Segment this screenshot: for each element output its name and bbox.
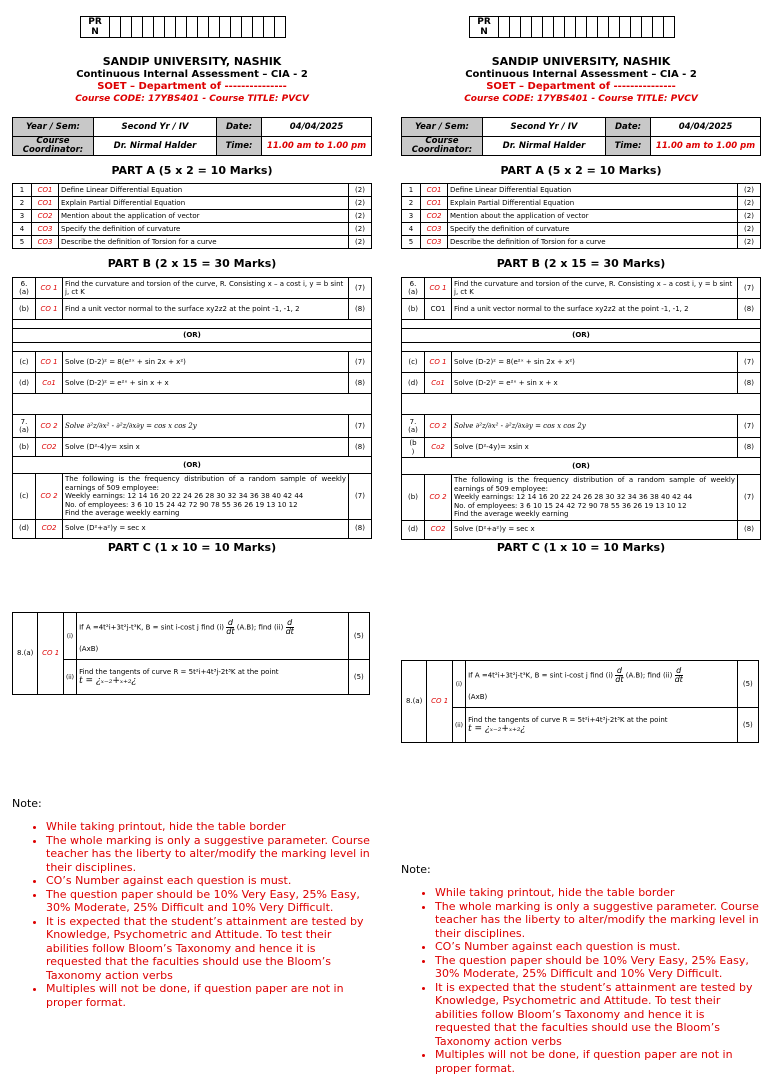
note-item: • The question paper should be 10% Very Easy, 25% Easy, 30% Moderate, 25% Difficult and 10% Very Difficult. bbox=[435, 954, 761, 981]
note-item: • The whole marking is only a suggestive parameter. Course teacher has the liberty to alter/modify the marking level in their disciplines. bbox=[46, 834, 372, 875]
table-row: 4 CO3 Specify the definition of curvature (2) bbox=[13, 223, 372, 236]
q8-part-i: If A =4t²i+3t²j-t³K, B = sint i-cost j find (i) $\frac{d}{dt}$ (A.B); find (ii) $\frac{d}{dt}$ (AxB) bbox=[466, 661, 738, 708]
coordinator-value: Dr. Nirmal Halder bbox=[94, 137, 217, 156]
notes bbox=[12, 797, 372, 1009]
table-row: 6. (a) CO 1 Find the curvature and torsion of the curve, R. Consisting x – a cost i, y = b sint j, ct K (7) bbox=[13, 278, 372, 299]
q8-part-i: If A =4t²i+3t²j-t³K, B = sint i-cost j find (i) $\frac{d}{dt}$ (A.B); find (ii) $\frac{d}{dt}$ (AxB) bbox=[77, 613, 349, 660]
part-a-title: PART A (5 x 2 = 10 Marks) bbox=[111, 164, 273, 177]
date-label: Date: bbox=[217, 118, 262, 137]
coordinator-value: Dr. Nirmal Halder bbox=[483, 137, 606, 156]
university-name: SANDIP UNIVERSITY, NASHIK bbox=[102, 55, 282, 68]
note-item: • Multiples will not be done, if question paper are not in proper format. bbox=[435, 1048, 761, 1075]
note-item: • CO’s Number against each question is must. bbox=[435, 940, 761, 954]
or-separator: (OR) bbox=[13, 457, 372, 474]
part-c-table: 8.(a) CO 1 (i) If A =4t²i+3t²j-t³K, B = sint i-cost j find (i) $\frac{d}{dt}$ (A.B); find (ii) $\frac{d}{dt}$ (AxB) (5) (ii) Find the tangents of curve R = 5t²i+4t³j-2t³K at the point t = ¿ₓ₋₂+ₓ₊₂¿ (5) bbox=[12, 612, 370, 695]
or-separator: (OR) bbox=[402, 329, 761, 343]
part-c-table: 8.(a) CO 1 (i) If A =4t²i+3t²j-t³K, B = sint i-cost j find (i) $\frac{d}{dt}$ (A.B); find (ii) $\frac{d}{dt}$ (AxB) (5) (ii) Find the tangents of curve R = 5t²i+4t³j-2t³K at the point t = ¿ₓ₋₂+ₓ₊₂¿ (5) bbox=[401, 660, 759, 743]
table-row: (b) CO2 Solve (D²-4)y= xsin x (8) bbox=[13, 438, 372, 457]
note-title: Note: bbox=[401, 863, 431, 876]
table-row: (d) CO2 Solve (D²+a²)y = sec x (8) bbox=[13, 519, 372, 538]
q8-number: 8.(a) bbox=[13, 613, 38, 695]
table-row: 5 CO3 Describe the definition of Torsion for a curve (2) bbox=[13, 236, 372, 249]
part-c-title: PART C (1 x 10 = 10 Marks) bbox=[496, 541, 666, 554]
table-row: 5 CO3 Describe the definition of Torsion for a curve (2) bbox=[402, 236, 761, 249]
table-row: 2 CO1 Explain Partial Differential Equation (2) bbox=[13, 197, 372, 210]
note-item: • CO’s Number against each question is must. bbox=[46, 874, 372, 888]
time-label: Time: bbox=[606, 137, 651, 156]
table-row: (c) CO 1 Solve (D-2)² = 8(e²ˣ + sin 2x + x²) (7) bbox=[402, 352, 761, 373]
time-value: 11.00 am to 1.00 pm bbox=[651, 137, 761, 156]
table-row: (b ) Co2 Solve (D²-4y)= xsin x (8) bbox=[402, 438, 761, 458]
part-c-title: PART C (1 x 10 = 10 Marks) bbox=[107, 541, 277, 554]
or-separator: (OR) bbox=[13, 329, 372, 343]
note-title: Note: bbox=[12, 797, 42, 810]
year-value: Second Yr / IV bbox=[94, 118, 217, 137]
note-list bbox=[401, 886, 761, 1075]
date-value: 04/04/2025 bbox=[262, 118, 372, 137]
table-row: (b) CO1 Find a unit vector normal to the surface xy2z2 at the point -1, -1, 2 (8) bbox=[402, 299, 761, 320]
note-item: • It is expected that the student’s attainment are tested by Knowledge, Psychometric and Attitude. To test their abilities follow Bloom’s Taxonomy and hence it is requested that the faculties should use the Bloom’s Taxonomy action verbs bbox=[46, 915, 372, 983]
prn-box bbox=[80, 16, 286, 38]
note-list bbox=[12, 820, 372, 1009]
assessment-name: Continuous Internal Assessment – CIA - 2 bbox=[465, 69, 697, 80]
table-row: 6. (a) CO 1 Find the curvature and torsion of the curve, R. Consisting x – a cost i, y = b sint j, ct K (7) bbox=[402, 278, 761, 299]
q8-co: CO 1 bbox=[427, 661, 452, 743]
course-code: Course CODE: 17YBS401 - Course TITLE: PVCV bbox=[75, 94, 309, 104]
university-name: SANDIP UNIVERSITY, NASHIK bbox=[491, 55, 671, 68]
coordinator-label: Course Coordinator: bbox=[402, 137, 483, 156]
table-row: (d) Co1 Solve (D-2)² = e²ˣ + sin x + x (8) bbox=[13, 373, 372, 394]
part-b-title: PART B (2 x 15 = 30 Marks) bbox=[107, 257, 277, 270]
note-item: • The question paper should be 10% Very Easy, 25% Easy, 30% Moderate, 25% Difficult and 10% Very Difficult. bbox=[46, 888, 372, 915]
part-b-table bbox=[12, 277, 372, 539]
table-row: (b) CO 1 Find a unit vector normal to the surface xy2z2 at the point -1, -1, 2 (8) bbox=[13, 299, 372, 320]
table-row: (c) CO 2 The following is the frequency distribution of a random sample of weekly earnings of 509 employee: Weekly earnings: 12 14 16 20 22 24 26 28 30 32 34 36 38 40 42 44 No. of employees: 3 6 10 15 24 42 72 90 78 55 36 26 19 13 10 12 Find the average weekly earning (7) bbox=[13, 474, 372, 520]
assessment-name: Continuous Internal Assessment – CIA - 2 bbox=[76, 69, 308, 80]
note-item: • While taking printout, hide the table border bbox=[46, 820, 372, 834]
q8-part-ii: Find the tangents of curve R = 5t²i+4t³j-2t³K at the point t = ¿ₓ₋₂+ₓ₊₂¿ bbox=[77, 660, 349, 695]
notes bbox=[401, 863, 761, 1075]
info-table bbox=[401, 117, 761, 156]
year-value: Second Yr / IV bbox=[483, 118, 606, 137]
year-label: Year / Sem: bbox=[13, 118, 94, 137]
department: SOET – Department of --------------- bbox=[97, 81, 287, 92]
table-row: 7. (a) CO 2 Solve ∂²z/∂x² - ∂²z/∂x∂y = cos x cos 2y (7) bbox=[402, 415, 761, 438]
time-value: 11.00 am to 1.00 pm bbox=[262, 137, 372, 156]
date-value: 04/04/2025 bbox=[651, 118, 761, 137]
paper-header bbox=[401, 55, 761, 105]
q8-part-ii: Find the tangents of curve R = 5t²i+4t³j-2t³K at the point t = ¿ₓ₋₂+ₓ₊₂¿ bbox=[466, 708, 738, 743]
part-a-title: PART A (5 x 2 = 10 Marks) bbox=[500, 164, 662, 177]
table-row: (c) CO 1 Solve (D-2)² = 8(e²ˣ + sin 2x + x²) (7) bbox=[13, 352, 372, 373]
table-row: 2 CO1 Explain Partial Differential Equation (2) bbox=[402, 197, 761, 210]
course-code: Course CODE: 17YBS401 - Course TITLE: PVCV bbox=[464, 94, 698, 104]
note-item: • While taking printout, hide the table border bbox=[435, 886, 761, 900]
prn-label: PR N bbox=[81, 17, 110, 38]
table-row: (d) Co1 Solve (D-2)² = e²ˣ + sin x + x (8) bbox=[402, 373, 761, 394]
table-row: 7. (a) CO 2 Solve ∂²z/∂x² - ∂²z/∂x∂y = cos x cos 2y (7) bbox=[13, 415, 372, 438]
note-item: • The whole marking is only a suggestive parameter. Course teacher has the liberty to alter/modify the marking level in their disciplines. bbox=[435, 900, 761, 941]
table-row: 3 CO2 Mention about the application of vector (2) bbox=[13, 210, 372, 223]
table-row: (d) CO2 Solve (D²+a²)y = sec x (8) bbox=[402, 520, 761, 539]
table-row: (b) CO 2 The following is the frequency distribution of a random sample of weekly earnings of 509 employee: Weekly earnings: 12 14 16 20 22 24 26 28 30 32 34 36 38 40 42 44 No. of employees: 3 6 10 15 24 42 72 90 78 55 36 26 19 13 10 12 Find the average weekly earning (7) bbox=[402, 475, 761, 521]
coordinator-label: Course Coordinator: bbox=[13, 137, 94, 156]
time-label: Time: bbox=[217, 137, 262, 156]
date-label: Date: bbox=[606, 118, 651, 137]
table-row: 4 CO3 Specify the definition of curvature (2) bbox=[402, 223, 761, 236]
department: SOET – Department of --------------- bbox=[486, 81, 676, 92]
table-row: 1 CO1 Define Linear Differential Equation (2) bbox=[13, 184, 372, 197]
note-item: • It is expected that the student’s attainment are tested by Knowledge, Psychometric and Attitude. To test their abilities follow Bloom’s Taxonomy and hence it is requested that the faculties should use the Bloom’s Taxonomy action verbs bbox=[435, 981, 761, 1049]
table-row: 1 CO1 Define Linear Differential Equation (2) bbox=[402, 184, 761, 197]
table-row: 3 CO2 Mention about the application of vector (2) bbox=[402, 210, 761, 223]
q8-number: 8.(a) bbox=[402, 661, 427, 743]
prn-box bbox=[469, 16, 675, 38]
part-a-table bbox=[12, 183, 372, 249]
part-b-title: PART B (2 x 15 = 30 Marks) bbox=[496, 257, 666, 270]
paper-header bbox=[12, 55, 372, 105]
q8-co: CO 1 bbox=[38, 613, 63, 695]
part-b-table bbox=[401, 277, 761, 540]
note-item: • Multiples will not be done, if question paper are not in proper format. bbox=[46, 982, 372, 1009]
prn-label: PR N bbox=[470, 17, 499, 38]
year-label: Year / Sem: bbox=[402, 118, 483, 137]
info-table bbox=[12, 117, 372, 156]
or-separator: (OR) bbox=[402, 458, 761, 475]
part-a-table bbox=[401, 183, 761, 249]
